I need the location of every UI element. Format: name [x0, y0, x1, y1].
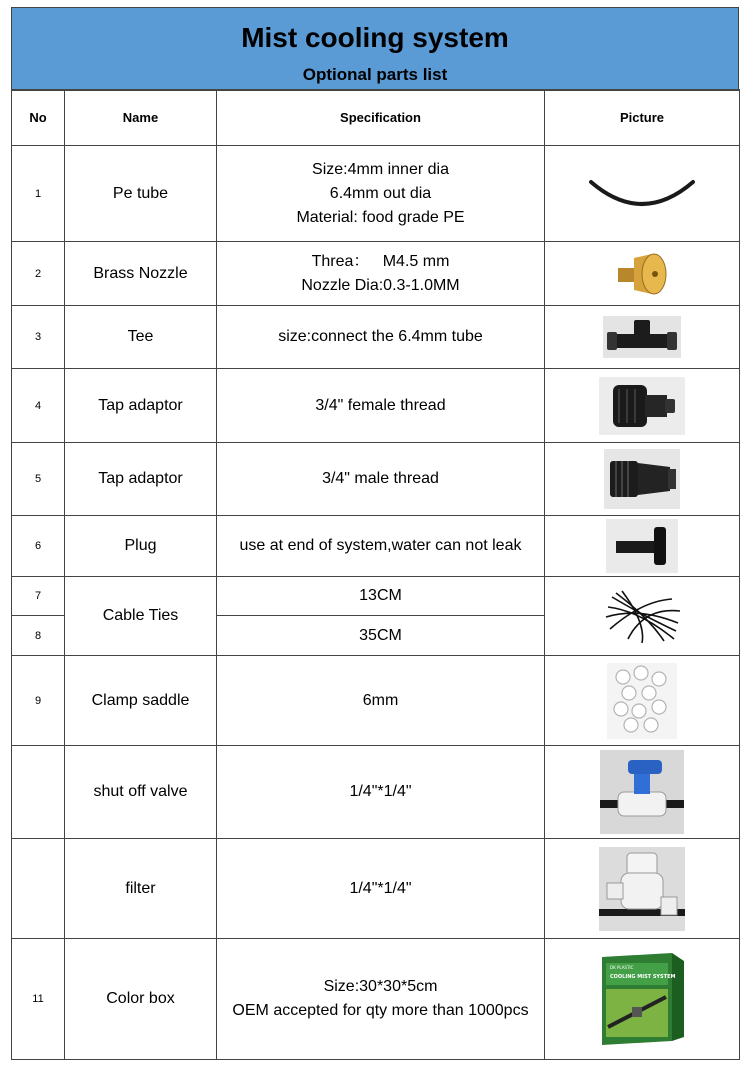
plug-image [606, 519, 678, 573]
row-spec [217, 306, 545, 369]
table-row [12, 516, 740, 577]
row-no: 11 [12, 939, 65, 1060]
row-picture [545, 746, 740, 839]
column-header-name: Name [65, 90, 217, 146]
row-no: 6 [12, 516, 65, 577]
clamp-saddle-image [607, 663, 677, 739]
row-name: Brass Nozzle [65, 242, 217, 306]
row-name: Plug [65, 516, 217, 577]
column-header-no: No [12, 90, 65, 146]
color-box-image [594, 949, 690, 1049]
spec-line: 1/4"*1/4" [349, 783, 412, 800]
female-tap-adaptor-image [599, 377, 685, 435]
row-no [12, 839, 65, 939]
filter-image [599, 847, 685, 931]
row-no: 1 [12, 146, 65, 242]
spec-line: Size:4mm inner dia [312, 160, 449, 178]
row-spec [217, 443, 545, 516]
box-brand-text: DK PLASTIC [610, 965, 634, 970]
table-row [12, 839, 740, 939]
row-spec [217, 939, 545, 1060]
row-spec [217, 577, 545, 616]
row-no: 3 [12, 306, 65, 369]
shut-off-valve-image [600, 750, 684, 834]
row-picture [545, 656, 740, 746]
row-spec [217, 746, 545, 839]
spec-line: 13CM [359, 587, 402, 604]
row-picture [545, 443, 740, 516]
table-header-row [12, 90, 740, 146]
row-picture [545, 839, 740, 939]
table-row [12, 146, 740, 242]
page-subtitle: Optional parts list [302, 65, 448, 84]
row-picture [545, 242, 740, 306]
row-no: 7 [12, 577, 65, 616]
spec-line: 1/4"*1/4" [349, 879, 412, 897]
column-header-picture: Picture [545, 90, 740, 146]
row-picture [545, 306, 740, 369]
brass-nozzle-image [612, 246, 672, 302]
page-title: Mist cooling system [241, 22, 509, 53]
row-no: 2 [12, 242, 65, 306]
table-row [12, 656, 740, 746]
spec-line: Nozzle Dia:0.3-1.0MM [301, 276, 460, 294]
sheet-header [11, 7, 739, 91]
row-name: filter [65, 839, 217, 939]
row-spec [217, 516, 545, 577]
row-picture [545, 516, 740, 577]
table-row [12, 939, 740, 1060]
row-no: 8 [12, 616, 65, 656]
male-tap-adaptor-image [604, 449, 680, 509]
row-spec [217, 656, 545, 746]
row-name: Tap adaptor [65, 443, 217, 516]
column-header-specification: Specification [217, 90, 545, 146]
row-name: Cable Ties [65, 577, 217, 656]
black-tube-image [587, 174, 697, 214]
row-spec [217, 146, 545, 242]
table-row [12, 577, 740, 616]
row-spec [217, 242, 545, 306]
table-row [12, 306, 740, 369]
row-spec [217, 369, 545, 443]
row-name: Color box [65, 939, 217, 1060]
spec-line: use at end of system,water can not leak [239, 537, 522, 554]
row-no: 5 [12, 443, 65, 516]
row-picture [545, 939, 740, 1060]
row-name: shut off valve [65, 746, 217, 839]
row-name: Tap adaptor [65, 369, 217, 443]
spec-line: 3/4" male thread [322, 470, 439, 487]
spec-line: Threa： M4.5 mm [311, 252, 450, 270]
row-picture [545, 577, 740, 656]
row-no [12, 746, 65, 839]
spec-line: 3/4" female thread [315, 396, 446, 414]
row-name: Pe tube [65, 146, 217, 242]
spec-line: Size:30*30*5cm [323, 978, 438, 995]
spec-line: OEM accepted for qty more than 1000pcs [232, 1002, 529, 1019]
parts-table [11, 89, 740, 1060]
spec-line: 6.4mm out dia [329, 184, 432, 202]
parts-sheet [11, 7, 739, 1059]
row-picture [545, 369, 740, 443]
spec-line: size:connect the 6.4mm tube [278, 328, 483, 345]
row-picture [545, 146, 740, 242]
table-row [12, 746, 740, 839]
row-name: Clamp saddle [65, 656, 217, 746]
spec-line: 35CM [359, 626, 402, 644]
tee-fitting-image [603, 316, 681, 358]
cable-ties-image [602, 587, 682, 645]
table-row [12, 443, 740, 516]
table-row [12, 369, 740, 443]
box-product-text: COOLING MIST SYSTEM [610, 974, 676, 980]
row-spec [217, 839, 545, 939]
row-spec [217, 616, 545, 656]
row-no: 4 [12, 369, 65, 443]
spec-line: Material: food grade PE [296, 208, 465, 226]
row-no: 9 [12, 656, 65, 746]
row-name: Tee [65, 306, 217, 369]
spec-line: 6mm [362, 691, 399, 709]
table-row [12, 242, 740, 306]
